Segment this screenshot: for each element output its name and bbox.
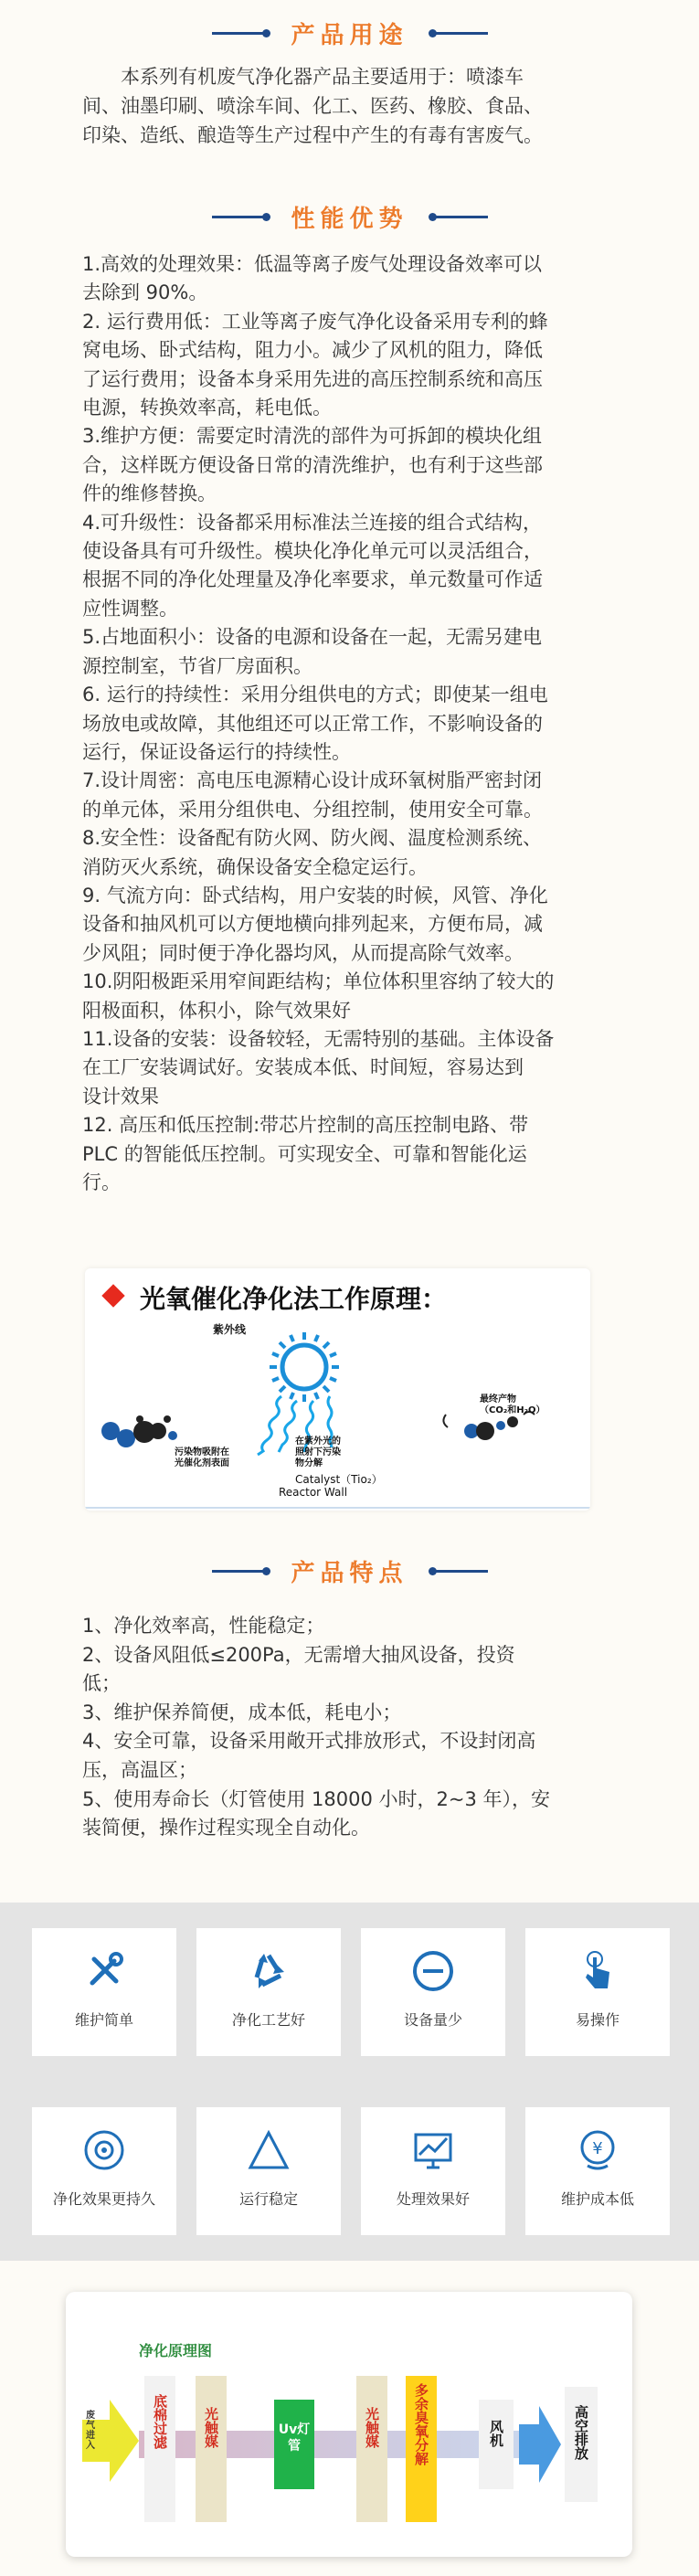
recycle-icon [246, 1948, 291, 1994]
performance-line: 源控制室，节省厂房面积。 [82, 654, 312, 677]
performance-line: PLC 的智能低压控制。可实现安全、可靠和智能化运 [82, 1142, 527, 1165]
performance-line: 去除到 90%。 [82, 281, 208, 304]
feature-line: 3、维护保养简便，成本低，耗电小； [82, 1701, 402, 1723]
stage-photocatalyst-1: 光触媒 [196, 2376, 227, 2522]
feature-line: 2、设备风阻低≤200Pa，无需增大抽风设备，投资 [82, 1643, 515, 1666]
performance-line: 1.高效的处理效果：低温等离子废气处理设备效率可以 [82, 253, 543, 275]
performance-line: 11.设备的安装：设备较轻，无需特别的基础。主体设备 [82, 1027, 555, 1050]
performance-line: 4.可升级性：设备都采用标准法兰连接的组合式结构， [82, 511, 543, 534]
pollutant-molecule-icon [101, 1415, 177, 1447]
triangle-icon [246, 2127, 291, 2173]
icon-card [196, 2107, 341, 2235]
icon-card [196, 1928, 341, 2056]
performance-line: 8.安全性：设备配有防火网、防火阀、温度检测系统、 [82, 827, 543, 850]
performance-line: 7.设计周密：高电压电源精心设计成环氧树脂严密封闭 [82, 769, 543, 792]
icon-card-label: 运行稳定 [238, 2190, 298, 2208]
icon-card-label: 维护简单 [74, 2011, 133, 2029]
performance-line: 的单元体，采用分组供电、分组控制，使用安全可靠。 [82, 798, 543, 821]
svg-text:¥: ¥ [592, 2139, 603, 2158]
performance-line: 设备和抽风机可以方便地横向排列起来，方便布局，减 [82, 913, 543, 936]
performance-line: 根据不同的净化处理量及净化率要求，单元数量可作适 [82, 568, 543, 591]
performance-line: 应性调整。 [82, 597, 178, 620]
performance-line: 2. 运行费用低：工业等离子废气净化设备采用专利的蜂 [82, 310, 548, 333]
outlet-arrow-icon [519, 2406, 561, 2483]
minus-circle-icon [410, 1948, 456, 1994]
performance-line: 消防灭火系统，确保设备安全稳定运行。 [82, 855, 428, 878]
performance-line: 电源，转换效率高，耗电低。 [82, 397, 332, 419]
sun-icon [270, 1332, 339, 1402]
performance-line: 场放电或故障，其他组还可以正常工作，不影响设备的 [82, 712, 543, 735]
icon-card-label: 设备量少 [403, 2011, 462, 2029]
photocatalysis-diagram [85, 1268, 590, 1511]
performance-line: 合，这样既方便设备日常的清洗维护，也有利于这些部 [82, 453, 543, 476]
hand-pointer-icon [575, 1948, 620, 1994]
performance-line: 9. 气流方向：卧式结构，用户安装的时候，风管、净化 [82, 884, 548, 906]
icon-card-label: 维护成本低 [560, 2190, 634, 2208]
performance-line: 6. 运行的持续性：采用分组供电的方式；即使某一组电 [82, 684, 548, 706]
stage-uv-lamp: Uv灯管 [274, 2400, 314, 2489]
usage-line: 间、油墨印刷、喷涂车间、化工、医药、橡胶、食品、 [82, 95, 543, 117]
performance-line: 使设备具有可升级性。模块化净化单元可以灵活组合， [82, 540, 543, 563]
final-product-label: 最终产物 （CO₂和H₂O） [480, 1394, 545, 1415]
feature-line: 5、使用寿命长（灯管使用 18000 小时，2~3 年），安 [82, 1787, 551, 1810]
performance-line: 10.阴阳极距采用窄间距结构；单位体积里容纳了较大的 [82, 970, 555, 993]
chart-monitor-icon [410, 2127, 456, 2173]
icon-card [361, 2107, 505, 2235]
icon-card [525, 2107, 670, 2235]
target-icon [81, 2127, 127, 2173]
stage-filter: 底棉过滤 [144, 2376, 175, 2522]
performance-line: 窝电场、卧式结构，阻力小。减少了风机的阻力，降低 [82, 339, 543, 362]
stage-photocatalyst-2: 光触媒 [356, 2376, 387, 2522]
adsorb-label: 污染物吸附在 光催化剂表面 [175, 1447, 229, 1468]
performance-title: 性能优势 [291, 206, 408, 233]
performance-line: 件的维修替换。 [82, 482, 217, 505]
feature-line: 4、安全可靠，设备采用敞开式排放形式，不设封闭高 [82, 1730, 536, 1753]
usage-line: 本系列有机废气净化器产品主要适用于：喷漆车 [121, 66, 524, 88]
reactor-wall-label: Reactor Wall [279, 1486, 348, 1499]
stage-high-altitude-emission: 高空排放 [565, 2387, 598, 2502]
performance-line: 设计效果 [82, 1085, 159, 1108]
wrench-screwdriver-icon [81, 1948, 127, 1994]
icon-card-label: 净化效果更持久 [52, 2190, 155, 2208]
performance-list [82, 250, 658, 1197]
yen-coin-icon [575, 2127, 620, 2173]
stage-fan: 风机 [479, 2400, 514, 2489]
feature-line: 压，高温区； [82, 1758, 197, 1781]
performance-line: 运行，保证设备运行的持续性。 [82, 740, 351, 763]
decompose-label: 在紫外光的 照射下污染 物分解 [295, 1436, 341, 1468]
catalyst-label: Catalyst（Tio₂） [295, 1473, 383, 1486]
performance-line: 12. 高压和低压控制:带芯片控制的高压控制电路、带 [82, 1114, 529, 1137]
icon-card [525, 1928, 670, 2056]
usage-line: 印染、造纸、酿造等生产过程中产生的有毒有害废气。 [82, 124, 543, 146]
usage-title: 产品用途 [291, 22, 408, 49]
uv-label: 紫外线 [213, 1323, 247, 1336]
purification-principle-diagram [66, 2292, 632, 2557]
icon-card [32, 1928, 176, 2056]
features-title: 产品特点 [291, 1560, 408, 1587]
usage-text [82, 62, 649, 150]
performance-line: 在工厂安装调试好。安装成本低、时间短，容易达到 [82, 1056, 524, 1079]
icon-card-label: 处理效果好 [396, 2190, 470, 2208]
icon-card-label: 净化工艺好 [231, 2011, 305, 2029]
performance-line: 阳极面积，体积小，除气效果好 [82, 999, 351, 1022]
icon-card [32, 2107, 176, 2235]
icon-card-label: 易操作 [575, 2011, 620, 2029]
features-list [82, 1612, 658, 1843]
performance-line: 5.占地面积小：设备的电源和设备在一起，无需另建电 [82, 626, 543, 649]
performance-line: 了运行费用；设备本身采用先进的高压控制系统和高压 [82, 367, 543, 390]
icon-card [361, 1928, 505, 2056]
feature-line: 装简便，操作过程实现全自动化。 [82, 1817, 370, 1839]
inlet-label: 废气进入 [86, 2411, 95, 2451]
feature-line: 1、净化效率高，性能稳定； [82, 1615, 325, 1637]
photocatalysis-title: 光氧催化净化法工作原理： [140, 1284, 448, 1314]
performance-line: 行。 [82, 1171, 121, 1193]
stage-ozone-decomposition: 多余臭氧分解 [406, 2376, 437, 2522]
performance-line: 少风阻；同时便于净化器均风，从而提高除气效率。 [82, 941, 524, 964]
feature-icons-band [0, 1903, 699, 2261]
feature-line: 低； [82, 1672, 121, 1695]
performance-line: 3.维护方便：需要定时清洗的部件为可拆卸的模块化组 [82, 425, 543, 448]
principle-title: 净化原理图 [139, 2342, 213, 2359]
